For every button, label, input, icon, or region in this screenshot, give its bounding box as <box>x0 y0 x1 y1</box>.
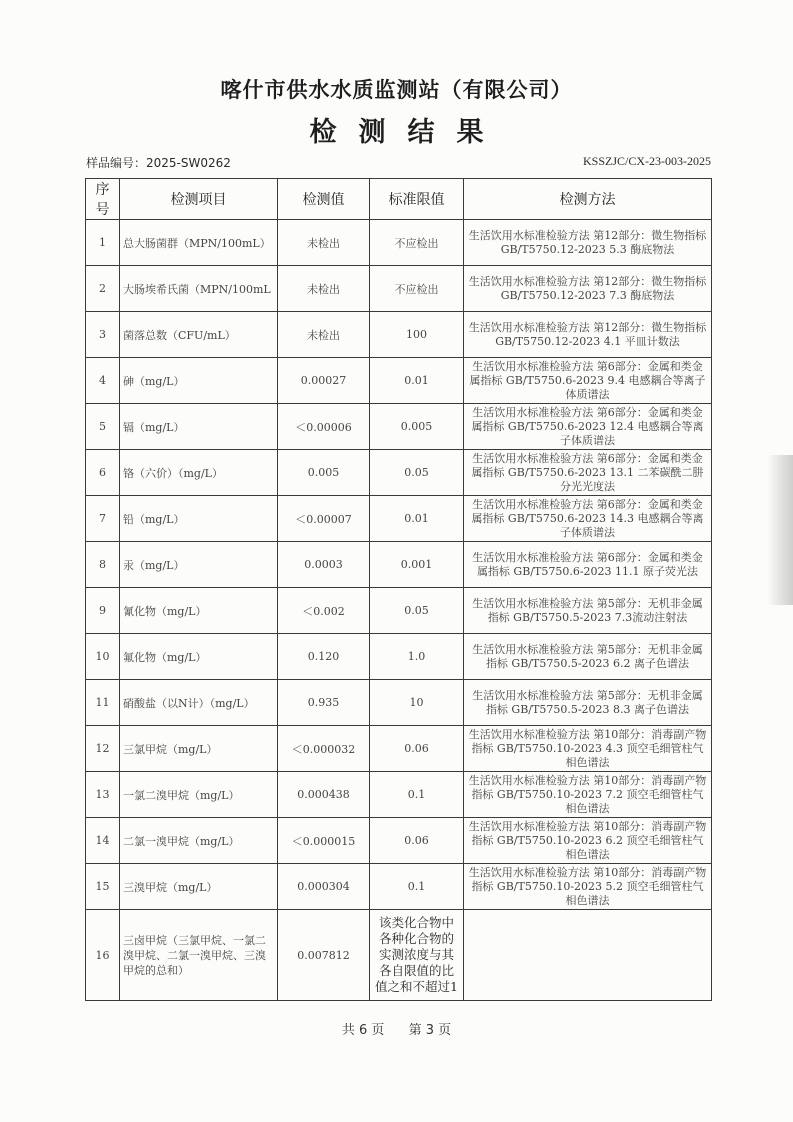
test-method: 生活饮用水标准检验方法 第5部分：无机非金属指标 GB/T5750.5-2023 6.2 离子色谱法 <box>464 634 712 680</box>
row-number: 8 <box>86 542 120 588</box>
test-value: ＜0.000015 <box>278 818 370 864</box>
test-item: 大肠埃希氏菌（MPN/100mL <box>120 266 278 312</box>
row-number: 13 <box>86 772 120 818</box>
column-header-value: 检测值 <box>278 179 370 220</box>
test-method: 生活饮用水标准检验方法 第10部分：消毒副产物指标 GB/T5750.10-2023 7.2 顶空毛细管柱气相色谱法 <box>464 772 712 818</box>
test-method: 生活饮用水标准检验方法 第10部分：消毒副产物指标 GB/T5750.10-2023 5.2 顶空毛细管柱气相色谱法 <box>464 864 712 910</box>
test-value: 未检出 <box>278 266 370 312</box>
test-value: ＜0.00007 <box>278 496 370 542</box>
row-number: 11 <box>86 680 120 726</box>
row-number: 16 <box>86 910 120 1001</box>
standard-limit: 不应检出 <box>370 220 464 266</box>
standard-limit: 0.001 <box>370 542 464 588</box>
table-header-row <box>86 179 712 220</box>
test-value: ＜0.000032 <box>278 726 370 772</box>
row-number: 6 <box>86 450 120 496</box>
test-method: 生活饮用水标准检验方法 第12部分：微生物指标 GB/T5750.12-2023 7.3 酶底物法 <box>464 266 712 312</box>
test-item: 三溴甲烷（mg/L） <box>120 864 278 910</box>
organization-name: 喀什市供水水质监测站（有限公司） <box>220 78 573 102</box>
table-body <box>86 220 712 1001</box>
standard-limit: 0.01 <box>370 358 464 404</box>
standard-limit: 0.05 <box>370 450 464 496</box>
table-row <box>86 266 712 312</box>
row-number: 1 <box>86 220 120 266</box>
test-method: 生活饮用水标准检验方法 第12部分：微生物指标GB/T5750.12-2023 4.1 平皿计数法 <box>464 312 712 358</box>
table-row <box>86 312 712 358</box>
row-number: 14 <box>86 818 120 864</box>
test-item: 氟化物（mg/L） <box>120 634 278 680</box>
test-method: 生活饮用水标准检验方法 第5部分：无机非金属指标 GB/T5750.5-2023 7.3流动注射法 <box>464 588 712 634</box>
test-value: 未检出 <box>278 312 370 358</box>
test-value: 0.935 <box>278 680 370 726</box>
test-item: 菌落总数（CFU/mL） <box>120 312 278 358</box>
test-method: 生活饮用水标准检验方法 第6部分：金属和类金属指标 GB/T5750.6-2023 11.1 原子荧光法 <box>464 542 712 588</box>
standard-limit: 不应检出 <box>370 266 464 312</box>
test-method: 生活饮用水标准检验方法 第6部分：金属和类金属指标 GB/T5750.6-2023 12.4 电感耦合等离子体质谱法 <box>464 404 712 450</box>
test-value: 0.000304 <box>278 864 370 910</box>
test-item: 氰化物（mg/L） <box>120 588 278 634</box>
test-method: 生活饮用水标准检验方法 第6部分：金属和类金属指标 GB/T5750.6-2023 9.4 电感耦合等离子体质谱法 <box>464 358 712 404</box>
standard-limit: 1.0 <box>370 634 464 680</box>
document-code: KSSZJC/CX-23-003-2025 <box>582 154 711 168</box>
scan-edge-shadow <box>767 455 793 605</box>
table-row <box>86 358 712 404</box>
test-value: 0.120 <box>278 634 370 680</box>
standard-limit: 该类化合物中各种化合物的实测浓度与其各自限值的比值之和不超过1 <box>370 910 464 1001</box>
test-value: 0.000438 <box>278 772 370 818</box>
standard-limit: 0.005 <box>370 404 464 450</box>
test-method <box>464 910 712 1001</box>
row-number: 7 <box>86 496 120 542</box>
row-number: 15 <box>86 864 120 910</box>
column-header-limit: 标准限值 <box>370 179 464 220</box>
test-item: 三氯甲烷（mg/L） <box>120 726 278 772</box>
test-value: 未检出 <box>278 220 370 266</box>
table-row <box>86 404 712 450</box>
row-number: 2 <box>86 266 120 312</box>
table-row <box>86 726 712 772</box>
table-row <box>86 910 712 1001</box>
table-row <box>86 772 712 818</box>
test-value: 0.007812 <box>278 910 370 1001</box>
test-value: ＜0.00006 <box>278 404 370 450</box>
test-item: 铬（六价）（mg/L） <box>120 450 278 496</box>
test-method: 生活饮用水标准检验方法 第10部分：消毒副产物指标 GB/T5750.10-2023 4.3 顶空毛细管柱气相色谱法 <box>464 726 712 772</box>
test-method: 生活饮用水标准检验方法 第5部分：无机非金属指标 GB/T5750.5-2023 8.3 离子色谱法 <box>464 680 712 726</box>
document-title: 检测结果 <box>309 117 506 148</box>
test-item: 铅（mg/L） <box>120 496 278 542</box>
test-item: 一氯二溴甲烷（mg/L） <box>120 772 278 818</box>
test-method: 生活饮用水标准检验方法 第10部分：消毒副产物指标 GB/T5750.10-2023 6.2 顶空毛细管柱气相色谱法 <box>464 818 712 864</box>
table-row <box>86 588 712 634</box>
test-item: 镉（mg/L） <box>120 404 278 450</box>
table-row <box>86 496 712 542</box>
table-row <box>86 680 712 726</box>
current-page: 第 3 页 <box>408 1023 452 1038</box>
table-row <box>86 634 712 680</box>
sample-number: 样品编号：2025-SW0262 <box>86 156 231 170</box>
standard-limit: 0.05 <box>370 588 464 634</box>
column-header-item: 检测项目 <box>120 179 278 220</box>
results-table <box>85 178 712 1001</box>
table-row <box>86 864 712 910</box>
standard-limit: 0.01 <box>370 496 464 542</box>
row-number: 5 <box>86 404 120 450</box>
test-method: 生活饮用水标准检验方法 第6部分：金属和类金属指标 GB/T5750.6-2023 13.1 二苯碳酰二肼分光光度法 <box>464 450 712 496</box>
standard-limit: 100 <box>370 312 464 358</box>
standard-limit: 0.1 <box>370 864 464 910</box>
standard-limit: 0.06 <box>370 818 464 864</box>
standard-limit: 0.06 <box>370 726 464 772</box>
test-value: ＜0.002 <box>278 588 370 634</box>
column-header-method: 检测方法 <box>464 179 712 220</box>
standard-limit: 0.1 <box>370 772 464 818</box>
test-method: 生活饮用水标准检验方法 第6部分：金属和类金属指标 GB/T5750.6-2023 14.3 电感耦合等离子体质谱法 <box>464 496 712 542</box>
page-footer <box>0 1019 793 1038</box>
row-number: 4 <box>86 358 120 404</box>
test-item: 二氯一溴甲烷（mg/L） <box>120 818 278 864</box>
test-value: 0.005 <box>278 450 370 496</box>
column-header-no: 序号 <box>86 179 120 220</box>
test-item: 汞（mg/L） <box>120 542 278 588</box>
row-number: 12 <box>86 726 120 772</box>
total-pages: 共 6 页 <box>341 1023 385 1038</box>
test-item: 砷（mg/L） <box>120 358 278 404</box>
test-item: 三卤甲烷（三氯甲烷、一氯二溴甲烷、二氯一溴甲烷、三溴甲烷的总和） <box>120 910 278 1001</box>
table-row <box>86 542 712 588</box>
row-number: 3 <box>86 312 120 358</box>
test-item: 硝酸盐（以N计）（mg/L） <box>120 680 278 726</box>
table-row <box>86 818 712 864</box>
row-number: 9 <box>86 588 120 634</box>
test-method: 生活饮用水标准检验方法 第12部分：微生物指标 GB/T5750.12-2023 5.3 酶底物法 <box>464 220 712 266</box>
row-number: 10 <box>86 634 120 680</box>
test-item: 总大肠菌群（MPN/100mL） <box>120 220 278 266</box>
test-value: 0.0003 <box>278 542 370 588</box>
table-row <box>86 450 712 496</box>
test-value: 0.00027 <box>278 358 370 404</box>
table-row <box>86 220 712 266</box>
standard-limit: 10 <box>370 680 464 726</box>
